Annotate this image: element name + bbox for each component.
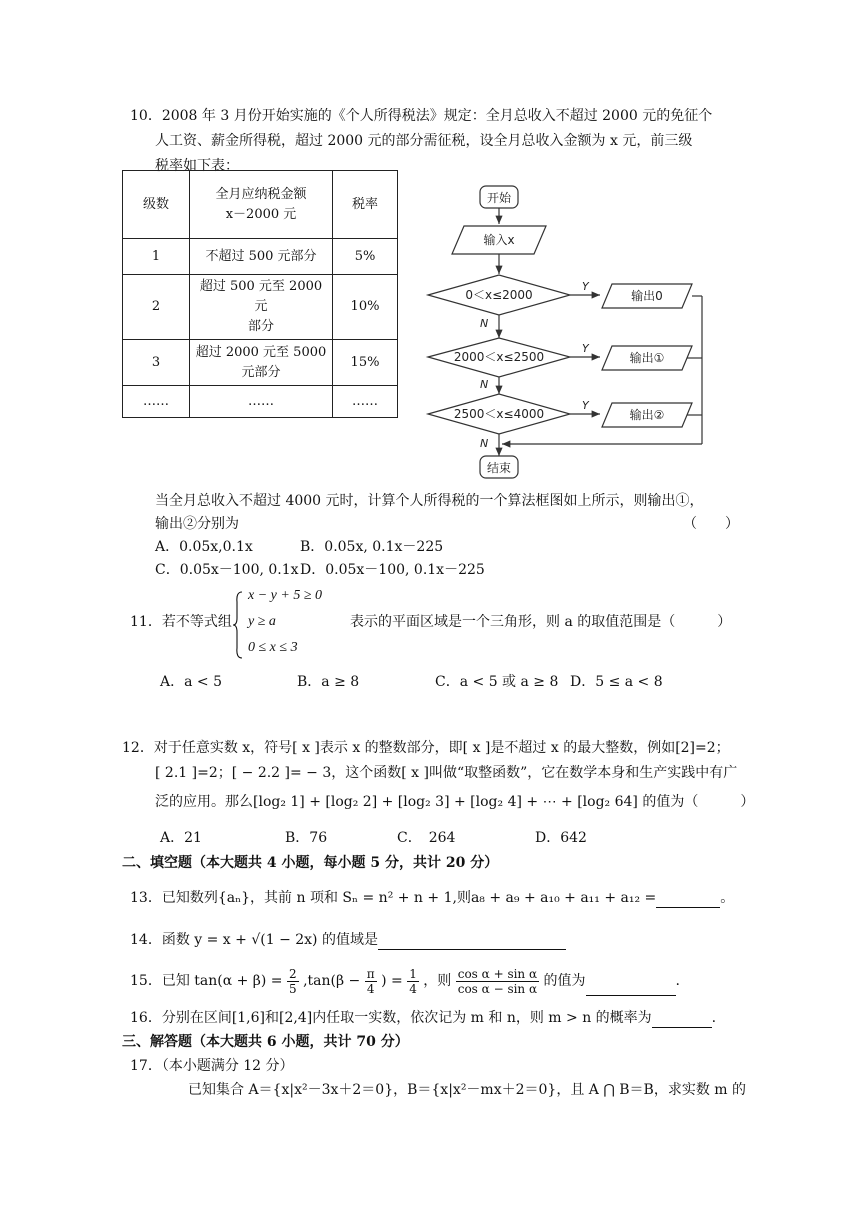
q12-line3: 泛的应用。那么[log₂ 1] + [log₂ 2] + [log₂ 3] + [log₂ 4] + ⋯ + [log₂ 64] 的值为（ ）: [155, 794, 755, 810]
q10-after1: 当全月总收入不超过 4000 元时，计算个人所得税的一个算法框图如上所示，则输出①，: [155, 493, 704, 509]
flow-output1-label: 输出①: [629, 351, 665, 365]
q12-option-c: C． 264: [397, 830, 456, 846]
flow-no-3: N: [480, 437, 489, 450]
flow-no-1: N: [480, 317, 489, 330]
q12-option-b: B．76: [285, 830, 328, 846]
q11-system-2: y ≥ a: [248, 614, 276, 629]
q16-text: 16．分别在区间[1,6]和[2,4]内任取一实数，依次记为 m 和 n，则 m > n 的概率为 .: [130, 1010, 717, 1026]
table-row: 1 不超过 500 元部分 5%: [123, 239, 398, 275]
flow-output0-label: 输出0: [631, 289, 663, 303]
q11-option-c: C．a < 5 或 a ≥ 8: [435, 674, 559, 690]
flow-input-label: 输入x: [483, 233, 515, 247]
q10-line2: 人工资、薪金所得税，超过 2000 元的部分需征税，设全月总收入金额为 x 元，前三级: [155, 133, 693, 149]
q11-suffix: 表示的平面区域是一个三角形，则 a 的取值范围是（ ）: [350, 614, 732, 630]
q15-text: 15．已知 tan(α + β) = $\frac{2}{5}$ ,tan(β − $\frac{\pi}{4}$ ) = $\frac{1}{4}$ ，则 $\frac{\text{cos α + sin α}}{\text{cos α − sin α}}$ 的值为 .: [130, 966, 680, 996]
tax-rate-table: [122, 170, 398, 418]
flow-cond3-label: 2500＜x≤4000: [453, 407, 545, 421]
q12-option-d: D．642: [535, 830, 587, 846]
q17-head: 17．（本小题满分 12 分）: [130, 1058, 294, 1074]
q11-option-a: A．a < 5: [160, 674, 222, 690]
flow-start-label: 开始: [486, 191, 512, 205]
q10-option-b: B．0.05x, 0.1x－225: [300, 539, 444, 555]
q11-brace: [232, 590, 244, 660]
section-2-title: 二、填空题（本大题共 4 小题，每小题 5 分，共计 20 分）: [122, 855, 499, 871]
q11-system-1: x − y + 5 ≥ 0: [248, 588, 323, 603]
q10-line1: 10．2008 年 3 月份开始实施的《个人所得税法》规定：全月总收入不超过 2000 元的免征个: [130, 108, 713, 124]
tax-flowchart: [420, 180, 710, 480]
q11-option-d: D．5 ≤ a < 8: [570, 674, 663, 690]
q10-after2: 输出②分别为: [155, 516, 239, 532]
q12-line1: 12．对于任意实数 x，符号[ x ]表示 x 的整数部分，即[ x ]是不超过 x 的最大整数，例如[2]=2；: [122, 740, 730, 756]
table-row: 2 超过 500 元至 2000 元 部分 10%: [123, 275, 398, 340]
flow-output2-label: 输出②: [629, 408, 665, 422]
q11-system-3: 0 ≤ x ≤ 3: [248, 640, 298, 655]
table-header-level: 级数: [123, 171, 190, 239]
flow-yes-3: Y: [582, 399, 589, 412]
flow-end-label: 结束: [486, 461, 512, 475]
q10-answer-paren: （ ）: [683, 516, 739, 532]
q10-option-d: D．0.05x－100, 0.1x－225: [300, 562, 485, 578]
table-header-rate: 税率: [333, 171, 398, 239]
flow-cond2-label: 2000＜x≤2500: [453, 350, 545, 364]
q12-option-a: A．21: [160, 830, 202, 846]
q11-option-b: B．a ≥ 8: [297, 674, 360, 690]
table-row: …… …… ……: [123, 386, 398, 418]
flow-yes-1: Y: [582, 280, 589, 293]
flow-cond1-label: 0＜x≤2000: [465, 288, 533, 302]
q11-prefix: 11．若不等式组: [130, 614, 232, 630]
q10-option-a: A．0.05x,0.1x: [155, 539, 253, 555]
q15-blank[interactable]: [586, 981, 676, 996]
table-header-amount: 全月应纳税金额 x－2000 元: [190, 171, 333, 239]
q13-text: 13．已知数列{aₙ}，其前 n 项和 Sₙ = n² + n + 1,则a₈ + a₉ + a₁₀ + a₁₁ + a₁₂ = 。: [130, 890, 735, 906]
q14-blank[interactable]: [378, 935, 566, 950]
q16-blank[interactable]: [652, 1013, 712, 1028]
q10-option-c: C．0.05x－100, 0.1x: [155, 562, 299, 578]
flow-yes-2: Y: [582, 342, 589, 355]
q10-line3: 税率如下表：: [155, 158, 239, 174]
q13-blank[interactable]: [656, 893, 720, 908]
table-row: 3 超过 2000 元至 5000 元部分 15%: [123, 340, 398, 386]
q14-text: 14．函数 y = x + √(1 − 2x) 的值域是: [130, 930, 566, 950]
q12-line2: [ 2.1 ]=2；[ − 2.2 ]= − 3，这个函数[ x ]叫做“取整函数”，它在数学本身和生产实践中有广: [155, 765, 738, 781]
flow-no-2: N: [480, 378, 489, 391]
q17-body: 已知集合 A＝{x|x²－3x＋2＝0}，B＝{x|x²－mx＋2＝0}，且 A ⋂ B＝B，求实数 m 的: [188, 1082, 747, 1098]
section-3-title: 三、解答题（本大题共 6 小题，共计 70 分）: [122, 1034, 409, 1050]
